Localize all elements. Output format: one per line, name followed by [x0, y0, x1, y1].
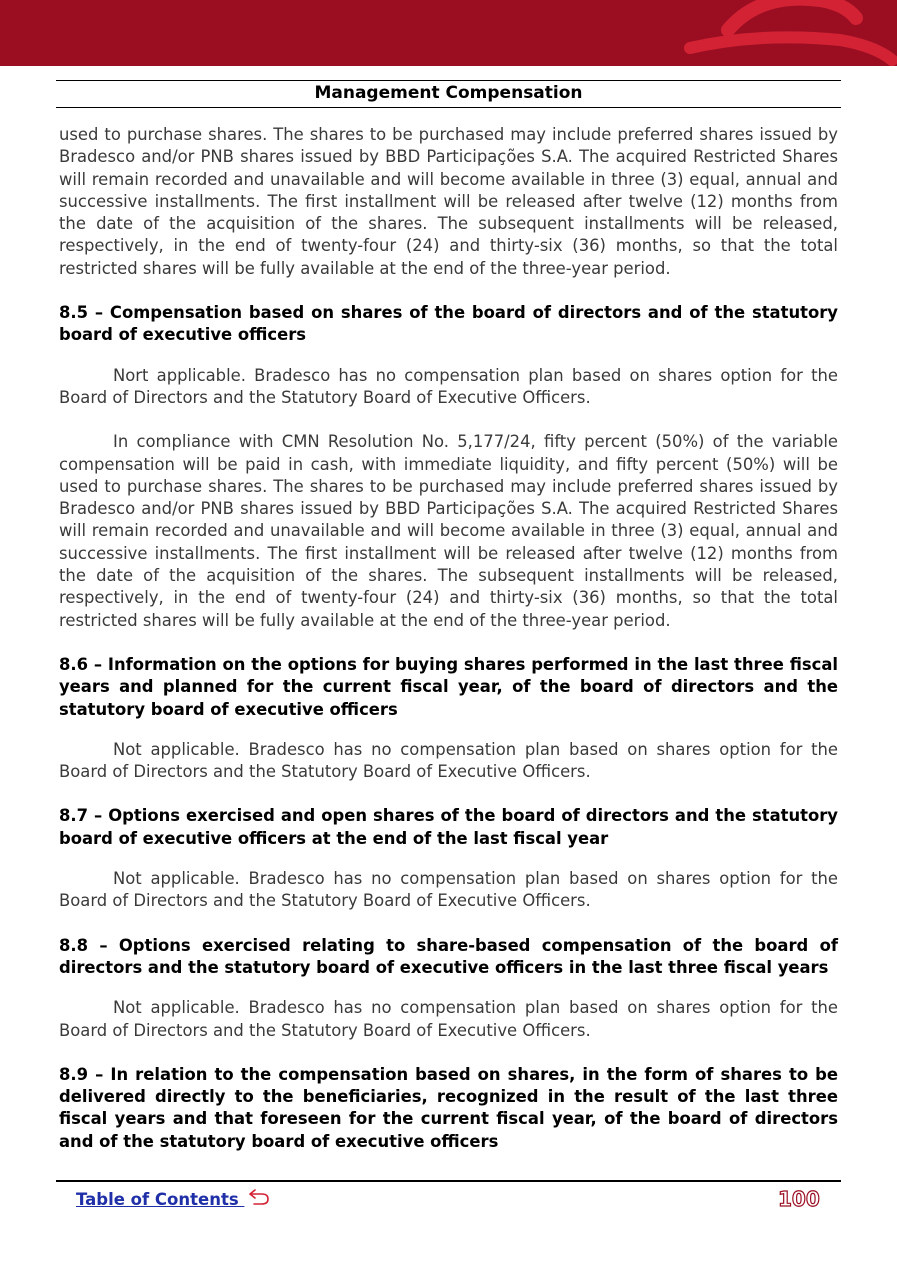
paragraph-8-7: Not applicable. Bradesco has no compensation plan based on shares option for the Board of Directors and the Statutory Board of Executive Officers. [59, 869, 838, 911]
section-heading-8-6: 8.6 – Information on the options for buying shares performed in the last three fiscal years and planned for the current fiscal year, of the board of directors and the statutory board of executive officers [59, 654, 838, 719]
paragraph-8-5-b: In compliance with CMN Resolution No. 5,177/24, fifty percent (50%) of the variable compensation will be paid in cash, with immediate liquidity, and fifty percent (50%) will be used to purchase shares. The shares to be purchased may include preferred shares issued by Bradesco and/or PNB shares issued by BBD Participações S.A. The acquired Restricted Shares will remain recorded and unavailable and will become available in three (3) equal, annual and successive installments. The first installment will be released after twelve (12) months from the date of the acquisition of the shares. The subsequent installments will be released, respectively, in the end of twenty-four (24) and thirty-six (36) months, so that the total restricted shares will be fully available at the end of the three-year period. [59, 432, 838, 630]
logo-swoosh [690, 37, 892, 60]
header-banner [0, 0, 897, 66]
return-arrow-path [250, 1190, 268, 1204]
paragraph-continued: used to purchase shares. The shares to be purchased may include preferred shares issued by Bradesco and/or PNB shares issued by BBD Participações S.A. The acquired Restricted Shares will remain recorded and unavailable and will become available in three (3) equal, annual and successive installments. The first installment will be released after twelve (12) months from the date of the acquisition of the shares. The subsequent installments will be released, respectively, in the end of twenty-four (24) and thirty-six (36) months, so that the total restricted shares will be fully available at the end of the three-year period. [59, 125, 838, 278]
paragraph-8-5-a: Nort applicable. Bradesco has no compensation plan based on shares option for the Board of Directors and the Statutory Board of Executive Officers. [59, 365, 838, 407]
section-heading-8-5: 8.5 – Compensation based on shares of the board of directors and of the statutory board of executive officers [59, 303, 838, 345]
section-heading-8-8: 8.8 – Options exercised relating to share-based compensation of the board of directors and the statutory board of executive officers in the last three fiscal years [59, 935, 838, 977]
logo-arc [728, 0, 856, 30]
section-heading-8-7: 8.7 – Options exercised and open shares of the board of directors and the statutory board of executive officers at the end of the last fiscal year [59, 806, 838, 848]
toc-label: Table of Contents [76, 1190, 245, 1209]
return-arrow-icon [248, 1188, 270, 1213]
brand-logo-icon [0, 0, 897, 66]
document-body [59, 124, 838, 1153]
page-number: 100 [778, 1187, 820, 1211]
paragraph-8-8: Not applicable. Bradesco has no compensation plan based on shares option for the Board of Directors and the Statutory Board of Executive Officers. [59, 998, 838, 1040]
table-of-contents-link[interactable] [76, 1188, 270, 1213]
section-heading-8-9: 8.9 – In relation to the compensation based on shares, in the form of shares to be delivered directly to the beneficiaries, recognized in the result of the last three fiscal years and that foreseen for the current fiscal year, of the board of directors and of the statutory board of executive officers [59, 1064, 838, 1151]
paragraph-8-6: Not applicable. Bradesco has no compensation plan based on shares option for the Board of Directors and the Statutory Board of Executive Officers. [59, 739, 838, 782]
footer-divider [56, 1180, 841, 1182]
page-title: Management Compensation [56, 80, 841, 108]
